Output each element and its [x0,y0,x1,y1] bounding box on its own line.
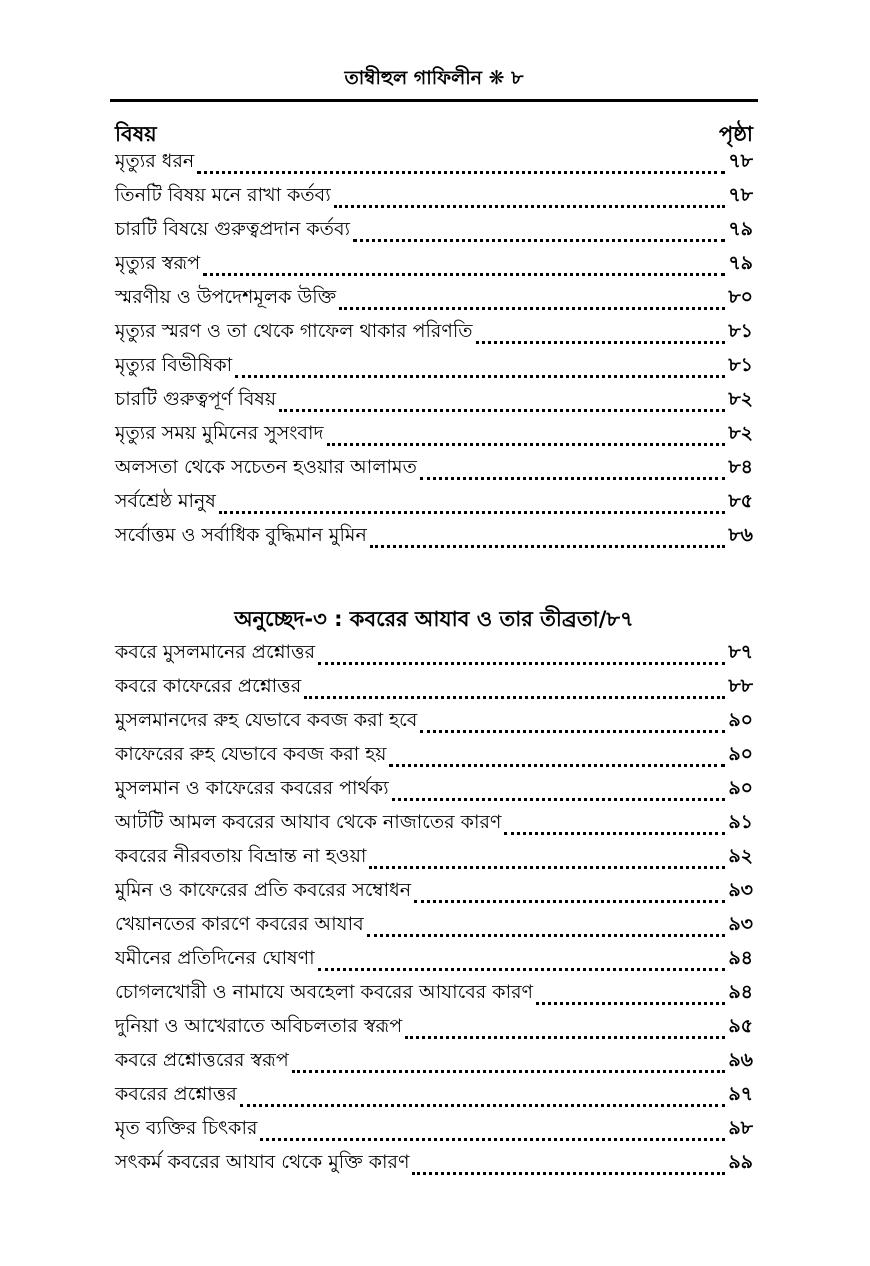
dot-leader [334,191,726,208]
toc-entry [115,349,753,383]
toc-entry [115,1010,753,1044]
toc-entry [115,1044,753,1078]
dot-leader [420,716,725,733]
dot-leader [235,361,725,378]
toc-entry [115,485,753,519]
toc-entry-page: ৯৮ [728,1117,753,1139]
dot-leader [412,1158,725,1175]
toc-entry-title: মুসলমানদের রুহ যেভাবে কবজ করা হবে [115,709,418,731]
toc-entry [115,519,753,553]
toc-entry [115,281,753,315]
toc-entry-page: ৮৮ [728,675,753,697]
toc-entry-title: কবরের প্রশ্নোত্তর [115,1083,237,1105]
toc-entry [115,874,753,908]
dot-leader [405,1022,725,1039]
toc-entry [115,738,753,772]
toc-entry-page: ৮১ [728,354,753,376]
dot-leader [353,225,725,242]
toc-entry-title: মৃত্যুর বিভীষিকা [115,354,233,376]
dot-leader [476,327,726,344]
dot-leader [367,920,726,937]
toc-list-section-1 [115,145,753,553]
toc-entry-page: ৯৯ [728,1151,753,1173]
toc-entry [115,704,753,738]
toc-entry-title: দুনিয়া ও আখেরাতে অবিচলতার স্বরূপ [115,1015,403,1037]
section-heading: অনুচ্ছেদ-৩ : কবরের আযাব ও তার তীব্রতা/৮৭ [234,607,634,631]
toc-entry-title: মৃত ব্যক্তির চিৎকার [115,1117,258,1139]
toc-entry-page: ৮৬ [728,524,753,546]
dot-leader [339,293,725,310]
dot-leader [327,429,726,446]
toc-entry-page: ৯৩ [728,913,753,935]
toc-entry-page: ৯৭ [728,1083,753,1105]
dot-leader [392,784,726,801]
toc-entry-page: ৮১ [728,320,753,342]
toc-entry-page: ৯৪ [728,981,753,1003]
toc-entry-title: চোগলখোরী ও নামাযে অবহেলা কবরের আযাবের কারণ [115,981,534,1003]
toc-entry [115,213,753,247]
toc-entry-title: যমীনের প্রতিদিনের ঘোষণা [115,947,315,969]
toc-entry-page: ৯৪ [728,947,753,969]
dot-leader [536,988,725,1005]
toc-entry-title: মুমিন ও কাফেরের প্রতি কবরের সম্বোধন [115,879,412,901]
toc-entry-page: ৯০ [728,777,753,799]
dot-leader [420,463,726,480]
toc-entry-page: ৮৭ [728,641,753,663]
toc-entry [115,840,753,874]
toc-entry [115,670,753,704]
dot-leader [370,531,726,548]
dot-leader [240,1090,726,1107]
dot-leader [304,682,725,699]
toc-entry-title: সর্বশ্রেষ্ঠ মানুষ [115,490,216,512]
toc-entry-title: মুসলমান ও কাফেরের কবরের পার্থক্য [115,777,389,799]
toc-entry-page: ৯১ [728,811,753,833]
toc-entry-title: স্মরণীয় ও উপদেশমূলক উক্তি [115,286,337,308]
header-rule [110,99,758,102]
toc-entry [115,772,753,806]
toc-entry-page: ৯২ [728,845,753,867]
toc-entry [115,417,753,451]
toc-entry-page: ৮০ [728,286,753,308]
toc-entry-page: ৭৮ [728,150,753,172]
toc-entry [115,908,753,942]
toc-entry [115,1146,753,1180]
dot-leader [279,395,725,412]
toc-entry-title: মৃত্যুর ধরন [115,150,195,172]
toc-entry-page: ৯০ [728,743,753,765]
toc-entry-page: ৭৯ [728,218,753,240]
toc-entry [115,451,753,485]
toc-entry-title: মৃত্যুর স্মরণ ও তা থেকে গাফেল থাকার পরিণতি [115,320,473,342]
toc-entry [115,1078,753,1112]
toc-entry-title: সৎকর্ম কবরের আযাব থেকে মুক্তি কারণ [115,1151,410,1173]
toc-entry-page: ৮২ [728,422,753,444]
toc-entry-title: চারটি গুরুত্বপূর্ণ বিষয় [115,388,277,410]
toc-entry-title: কাফেরের রুহ যেভাবে কবজ করা হয় [115,743,387,765]
dot-leader [504,818,725,835]
toc-entry-title: মৃত্যুর স্বরূপ [115,252,201,274]
dot-leader [318,648,725,665]
toc-entry-page: ৯৬ [728,1049,753,1071]
topic-column-heading: বিষয় [115,122,157,146]
toc-entry-title: চারটি বিষয়ে গুরুত্বপ্রদান কর্তব্য [115,218,351,240]
toc-entry-page: ৭৮ [728,184,753,206]
dot-leader [369,852,725,869]
toc-entry-title: খেয়ানতের কারণে কবরের আযাব [115,913,364,935]
dot-leader [197,157,725,174]
dot-leader [389,750,725,767]
toc-entry [115,1112,753,1146]
toc-entry-title: মৃত্যুর সময় মুমিনের সুসংবাদ [115,422,324,444]
toc-entry-page: ৯৫ [728,1015,753,1037]
toc-entry-title: কবরে কাফেরের প্রশ্নোত্তর [115,675,302,697]
toc-entry-title: অলসতা থেকে সচেতন হওয়ার আলামত [115,456,417,478]
toc-entry-page: ৮৪ [728,456,753,478]
toc-list-section-2 [115,636,753,1180]
toc-entry [115,942,753,976]
toc-entry-page: ৯০ [728,709,753,731]
dot-leader [414,886,725,903]
toc-entry-page: ৮২ [728,388,753,410]
toc-entry-title: কবরে প্রশ্নোত্তরের স্বরূপ [115,1049,289,1071]
dot-leader [292,1056,726,1073]
toc-entry-title: সর্বোত্তম ও সর্বাধিক বুদ্ধিমান মুমিন [115,524,367,546]
toc-entry-page: ৭৯ [728,252,753,274]
page-column-heading: পৃষ্ঠা [718,122,753,146]
toc-entry [115,383,753,417]
page-header: তাম্বীহুল গাফিলীন ❋ ৮ [344,67,524,89]
toc-entry [115,806,753,840]
toc-entry [115,145,753,179]
toc-entry [115,179,753,213]
toc-entry [115,976,753,1010]
toc-entry [115,315,753,349]
toc-entry-title: তিনটি বিষয় মনে রাখা কর্তব্য [115,184,331,206]
dot-leader [219,497,725,514]
dot-leader [203,259,725,276]
toc-entry-page: ৮৫ [728,490,753,512]
toc-entry [115,636,753,670]
dot-leader [260,1124,725,1141]
dot-leader [318,954,726,971]
toc-entry-title: আটটি আমল কবরের আযাব থেকে নাজাতের কারণ [115,811,502,833]
toc-entry-page: ৯৩ [728,879,753,901]
toc-entry-title: কবরে মুসলমানের প্রশ্নোত্তর [115,641,316,663]
toc-entry [115,247,753,281]
toc-entry-title: কবরের নীরবতায় বিভ্রান্ত না হওয়া [115,845,367,867]
